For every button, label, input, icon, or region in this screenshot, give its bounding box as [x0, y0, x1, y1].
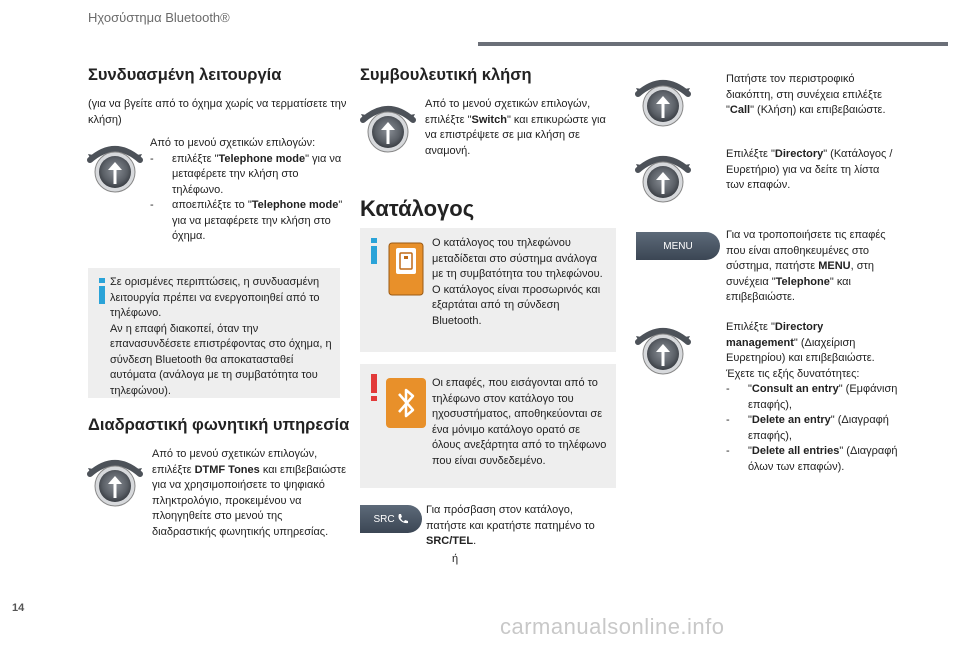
- text-part: αποεπιλέξτε το ": [172, 199, 252, 211]
- text-part: " και επικυρώστε για να επιστρέψετε σε μια κλήση σε αναμονή.: [425, 113, 606, 157]
- text-part: επιλέξτε ": [172, 152, 219, 165]
- section-heading-combined: Συνδυασμένη λειτουργία: [88, 66, 282, 84]
- text-bold: Telephone mode: [251, 199, 339, 211]
- warning-icon: [368, 374, 380, 402]
- info-text: [110, 275, 336, 399]
- step-call: [726, 72, 896, 119]
- text-part: και επιβεβαιώστε για να χρησιμοποιήσετε το ψηφιακό πληκτρολόγιο, προκειμένου να πλοηγηθείτε στο μενού της διαδραστικής φωνητικής υπηρεσίας.: [152, 463, 346, 538]
- directory-info-text: Ο κατάλογος του τηλεφώνου μεταδίδεται στο σύστημα ανάλογα με τη συμβατότητα του τηλεφώνου. Ο κατάλογος είναι προσωρινός και εξαρτάται από τη σύνδεση Bluetooth.: [432, 237, 603, 327]
- text-part: Πατήστε τον περιστροφικό διακόπτη, στη συνέχεια επιλέξτε ": [726, 73, 882, 116]
- step-menu: [726, 228, 896, 306]
- info-box-combined: [88, 268, 340, 398]
- src-tel-button[interactable]: [360, 505, 422, 533]
- list-item: [726, 382, 898, 413]
- menu-label: MENU: [663, 240, 693, 252]
- text-bold: MENU: [818, 260, 851, 272]
- info-paragraph: Σε ορισμένες περιπτώσεις, η συνδυασμένη λειτουργία πρέπει να ενεργοποιηθεί από το τηλέφωνο.: [110, 276, 320, 319]
- combined-intro: (για να βγείτε από το όχημα χωρίς να τερματίσετε την κλήση): [88, 98, 347, 126]
- or-separator: ή: [452, 553, 459, 565]
- watermark: carmanualsonline.info: [500, 614, 725, 639]
- warning-box-directory: [360, 364, 616, 488]
- text-bold: Directory: [774, 148, 824, 160]
- text-part: .: [473, 535, 477, 547]
- directory-warning-text: Οι επαφές, που εισάγονται από το τηλέφωνο στον κατάλογο του ηχοσυστήματος, αποθηκεύονται σε ένα μόνιμο κατάλογο ορατό σε όλους ανεξάρτητα από το τηλέφωνο που είναι συνδεδεμένο.: [432, 377, 607, 467]
- rotary-knob-icon: [86, 454, 144, 510]
- info-icon: [96, 278, 108, 304]
- header-bar: [478, 42, 948, 46]
- text-part: Για να τροποποιήσετε τις επαφές που είναι αποθηκευμένες στο σύστημα, πατήστε: [726, 229, 886, 272]
- src-instruction: [426, 503, 616, 550]
- section-heading-consult-call: Συμβουλευτική κλήση: [360, 66, 532, 84]
- text-part: ": [748, 383, 752, 395]
- text-part: " (Εμφάνιση επαφής),: [748, 383, 898, 411]
- rotary-knob-icon: [634, 322, 692, 378]
- voice-service-text: [152, 447, 348, 540]
- phone-handset-icon: [397, 513, 409, 525]
- header-title: Ηχοσύστημα Bluetooth®: [88, 10, 230, 25]
- text-part: " για να μεταφέρετε την κλήση στο τηλέφωνο.: [172, 152, 342, 196]
- text-part: " (Διαχείριση Ευρετηρίου) και επιβεβαιώστε.: [726, 336, 875, 364]
- text-part: " (Κατάλογος / Ευρετήριο) για να δείτε τη λίστα των επαφών.: [726, 148, 893, 191]
- src-label: SRC: [373, 513, 395, 525]
- rotary-knob-icon: [359, 100, 417, 156]
- text-bold: SRC/TEL: [426, 535, 474, 547]
- combined-options: [150, 152, 350, 245]
- list-item: [150, 198, 350, 245]
- text-bold: Telephone mode: [218, 152, 306, 165]
- list-item: [150, 152, 350, 199]
- section-heading-directory: Κατάλογος: [360, 196, 475, 221]
- text-bold: Delete an entry: [751, 414, 831, 426]
- rotary-knob-icon: [634, 74, 692, 130]
- text-part: " (Διαγραφή όλων των επαφών).: [748, 445, 898, 473]
- consult-call-text: [425, 97, 615, 159]
- text-part: " (Κλήση) και επιβεβαιώστε.: [750, 104, 886, 116]
- text-part: Από το μενού σχετικών επιλογών, επιλέξτε: [152, 448, 318, 476]
- text-bold: Switch: [471, 113, 507, 126]
- management-options: [726, 382, 898, 475]
- list-item: [726, 444, 898, 475]
- combined-lead: Από το μενού σχετικών επιλογών:: [150, 137, 316, 149]
- phone-icon: [388, 242, 424, 296]
- text-part: " (Διαγραφή επαφής),: [748, 414, 889, 442]
- text-bold: Delete all entries: [751, 445, 840, 457]
- info-box-directory: [360, 228, 616, 352]
- text-part: ": [748, 445, 752, 457]
- rotary-knob-icon: [86, 140, 144, 196]
- text-part: Για πρόσβαση στον κατάλογο, πατήστε και κρατήστε πατημένο το: [426, 504, 595, 532]
- text-part: Επιλέξτε ": [726, 148, 775, 160]
- menu-button[interactable]: [636, 232, 720, 260]
- rotary-knob-icon: [634, 150, 692, 206]
- bluetooth-icon: [386, 378, 426, 428]
- step-management-lead: Έχετε τις εξής δυνατότητες:: [726, 367, 860, 380]
- step-management-intro: [726, 320, 898, 367]
- step-directory: [726, 147, 896, 194]
- text-part: , στη συνέχεια ": [726, 260, 874, 288]
- info-icon: [368, 238, 380, 264]
- page-number: 14: [12, 602, 25, 614]
- text-bold: Consult an entry: [751, 383, 839, 395]
- text-bold: DTMF Tones: [194, 463, 260, 476]
- list-item: [726, 413, 898, 444]
- text-part: ": [748, 414, 752, 426]
- text-bold: Call: [729, 104, 751, 116]
- text-part: Από το μενού σχετικών επιλογών, επιλέξτε ": [425, 98, 591, 126]
- text-bold: Directory management: [726, 321, 824, 349]
- step-directory-management: [726, 320, 898, 475]
- section-heading-voice-service: Διαδραστική φωνητική υπηρεσία: [88, 416, 350, 434]
- text-part: " και επιβεβαιώστε.: [726, 275, 851, 303]
- text-part: " για να μεταφέρετε την κλήση στο όχημα.: [172, 199, 343, 242]
- text-bold: Telephone: [775, 275, 830, 288]
- combined-steps: [150, 136, 350, 245]
- info-paragraph: Αν η επαφή διακοπεί, όταν την επανασυνδέσετε επιστρέφοντας στο όχημα, η σύνδεση Bluetooth θα αποκατασταθεί αυτόματα (ανάλογα με τη συμβατότητα του τηλεφώνου).: [110, 322, 332, 397]
- text-part: Επιλέξτε ": [726, 321, 775, 333]
